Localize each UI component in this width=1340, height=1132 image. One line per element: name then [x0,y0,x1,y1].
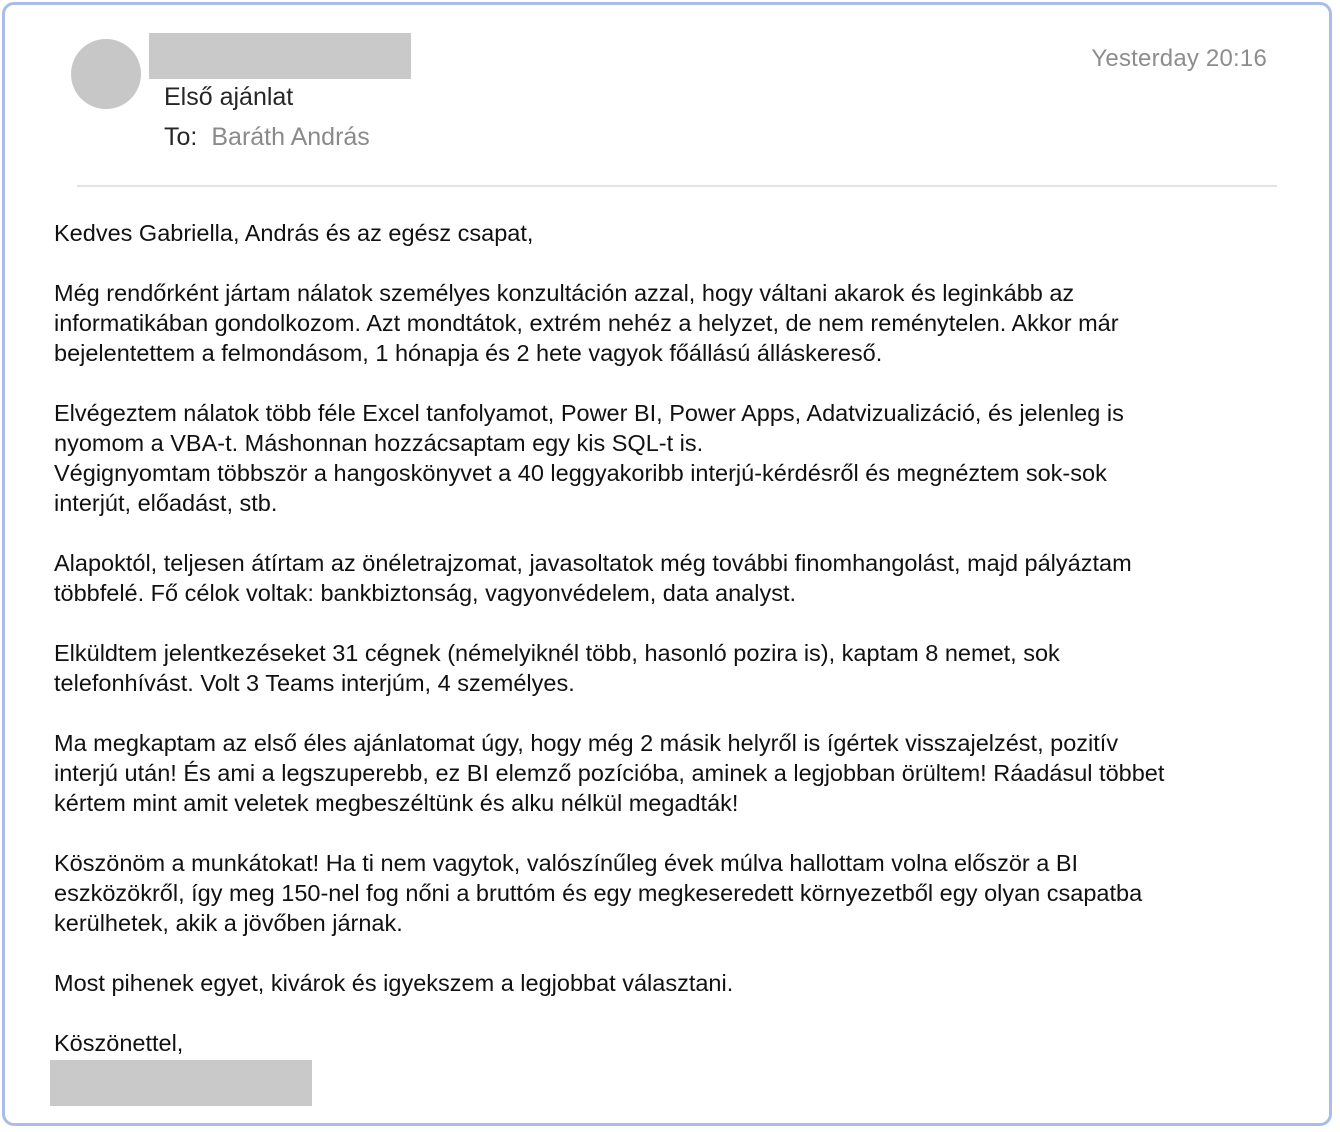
sender-name-redacted [149,33,411,79]
email-timestamp: Yesterday 20:16 [1091,45,1267,72]
body-line: Ma megkaptam az első éles ajánlatomat úgy, hogy még 2 másik helyről is ígértek visszajelzést, pozitív [54,730,1119,756]
avatar [71,39,141,109]
body-line: eszközökről, így meg 150-nel fog nőni a bruttóm és egy megkeseredett környezetből egy olyan csapatba [54,880,1143,906]
header-divider [77,185,1277,187]
body-paragraph [54,548,1304,608]
body-paragraph [54,398,1304,518]
email-body [54,218,1304,1058]
body-paragraph [54,728,1304,818]
body-line: Még rendőrként jártam nálatok személyes konzultáción azzal, hogy váltani akarok és leginkább az [54,280,1075,306]
body-line: többfelé. Fő célok voltak: bankbiztonság, vagyonvédelem, data analyst. [54,580,797,606]
body-line: telefonhívást. Volt 3 Teams interjúm, 4 személyes. [54,670,575,696]
body-line: Végignyomtam többször a hangoskönyvet a 40 leggyakoribb interjú-kérdésről és megnéztem sok-sok [54,460,1107,486]
body-line: kértem mint amit veletek megbeszéltünk és alku nélkül megadták! [54,790,739,816]
email-subject: Első ajánlat [164,83,294,111]
body-line: Alapoktól, teljesen átírtam az önéletrajzomat, javasoltatok még további finomhangolást, majd pályáztam [54,550,1132,576]
body-line: Kedves Gabriella, András és az egész csapat, [54,220,534,246]
body-line: interjút, előadást, stb. [54,490,278,516]
body-line: Elvégeztem nálatok több féle Excel tanfolyamot, Power BI, Power Apps, Adatvizualizáció, és jelenleg is [54,400,1124,426]
body-line: Elküldtem jelentkezéseket 31 cégnek (némelyiknél több, hasonló pozira is), kaptam 8 nemet, sok [54,640,1060,666]
body-line: Köszönettel, [54,1030,184,1056]
body-paragraph [54,278,1304,368]
body-paragraph [54,848,1304,938]
recipient-row [164,123,370,152]
body-line: nyomom a VBA-t. Máshonnan hozzácsaptam egy kis SQL-t is. [54,430,704,456]
body-line: kerülhetek, akik a jövőben járnak. [54,910,403,936]
body-line: interjú után! És ami a legszuperebb, ez BI elemző pozícióba, aminek a legjobban örültem! Ráadásul többet [54,760,1165,786]
to-label: To: [164,123,198,151]
body-paragraph [54,218,1304,248]
body-paragraph [54,968,1304,998]
body-line: bejelentettem a felmondásom, 1 hónapja és 2 hete vagyok főállású álláskereső. [54,340,883,366]
body-line: Köszönöm a munkátokat! Ha ti nem vagytok, valószínűleg évek múlva hallottam volna először a BI [54,850,1079,876]
signature-redacted [50,1060,312,1106]
recipient-name[interactable]: Baráth András [211,123,370,151]
body-line: Most pihenek egyet, kivárok és igyekszem a legjobbat választani. [54,970,734,996]
body-paragraph [54,638,1304,698]
body-paragraph [54,1028,1304,1058]
body-line: informatikában gondolkozom. Azt mondtátok, extrém nehéz a helyzet, de nem reménytelen. Akkor már [54,310,1119,336]
